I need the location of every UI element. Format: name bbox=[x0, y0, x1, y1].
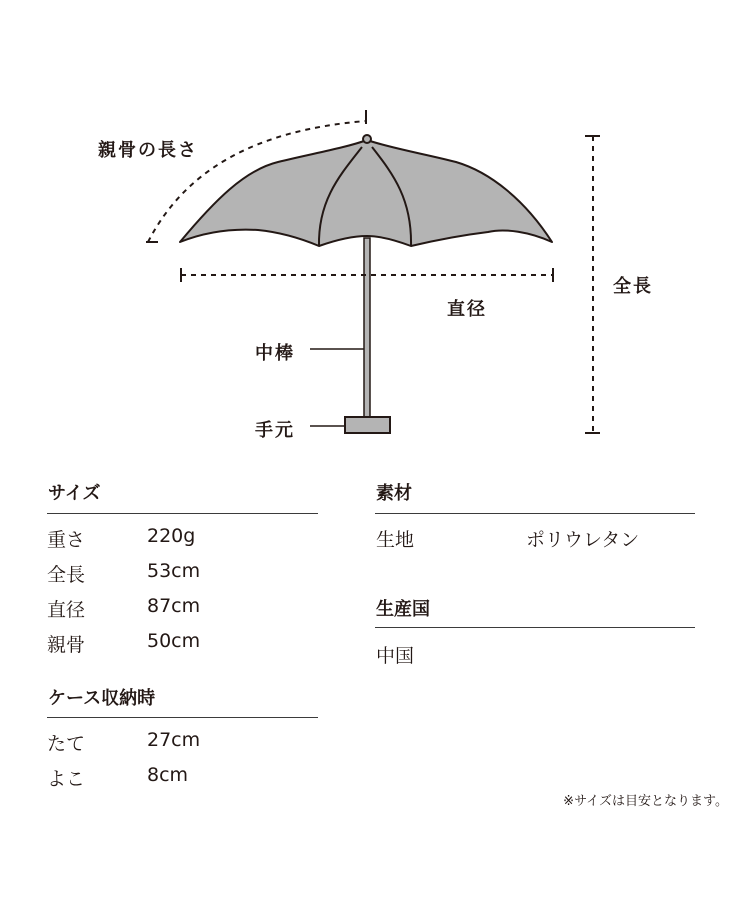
spec-label: 全長 bbox=[47, 564, 86, 586]
spec-label: 親骨 bbox=[47, 634, 86, 656]
spec-value: 87cm bbox=[147, 595, 201, 617]
umbrella-shaft bbox=[364, 238, 370, 418]
handle-label: 手元 bbox=[255, 420, 295, 441]
origin-section-divider bbox=[375, 627, 695, 628]
spec-value: 53cm bbox=[147, 560, 201, 582]
shaft-label: 中棒 bbox=[255, 343, 295, 364]
origin-value: 中国 bbox=[376, 645, 415, 667]
size-section-title: サイズ bbox=[48, 483, 101, 504]
spec-value: 50cm bbox=[147, 630, 201, 652]
spec-value: 220g bbox=[147, 525, 196, 547]
diameter-label: 直径 bbox=[447, 299, 487, 320]
spec-label: 直径 bbox=[47, 599, 86, 621]
umbrella-canopy bbox=[180, 140, 552, 246]
spec-value: ポリウレタン bbox=[526, 529, 640, 551]
size-section-divider bbox=[47, 513, 318, 514]
rib-length-label: 親骨の長さ bbox=[98, 140, 198, 161]
case-section-divider bbox=[47, 717, 318, 718]
total-length-label: 全長 bbox=[613, 276, 653, 297]
spec-label: 生地 bbox=[376, 529, 415, 551]
umbrella-tip bbox=[363, 135, 371, 143]
origin-section-title: 生産国 bbox=[376, 599, 430, 620]
spec-label: よこ bbox=[47, 768, 86, 790]
spec-value: 27cm bbox=[147, 729, 201, 751]
spec-value: 8cm bbox=[147, 764, 189, 786]
spec-label: 重さ bbox=[47, 529, 86, 551]
spec-label: たて bbox=[47, 733, 86, 755]
material-section-title: 素材 bbox=[376, 483, 412, 504]
size-disclaimer-note: ※サイズは目安となります。 bbox=[563, 794, 728, 809]
material-section-divider bbox=[375, 513, 695, 514]
case-section-title: ケース収納時 bbox=[48, 688, 156, 709]
umbrella-handle bbox=[345, 417, 390, 433]
